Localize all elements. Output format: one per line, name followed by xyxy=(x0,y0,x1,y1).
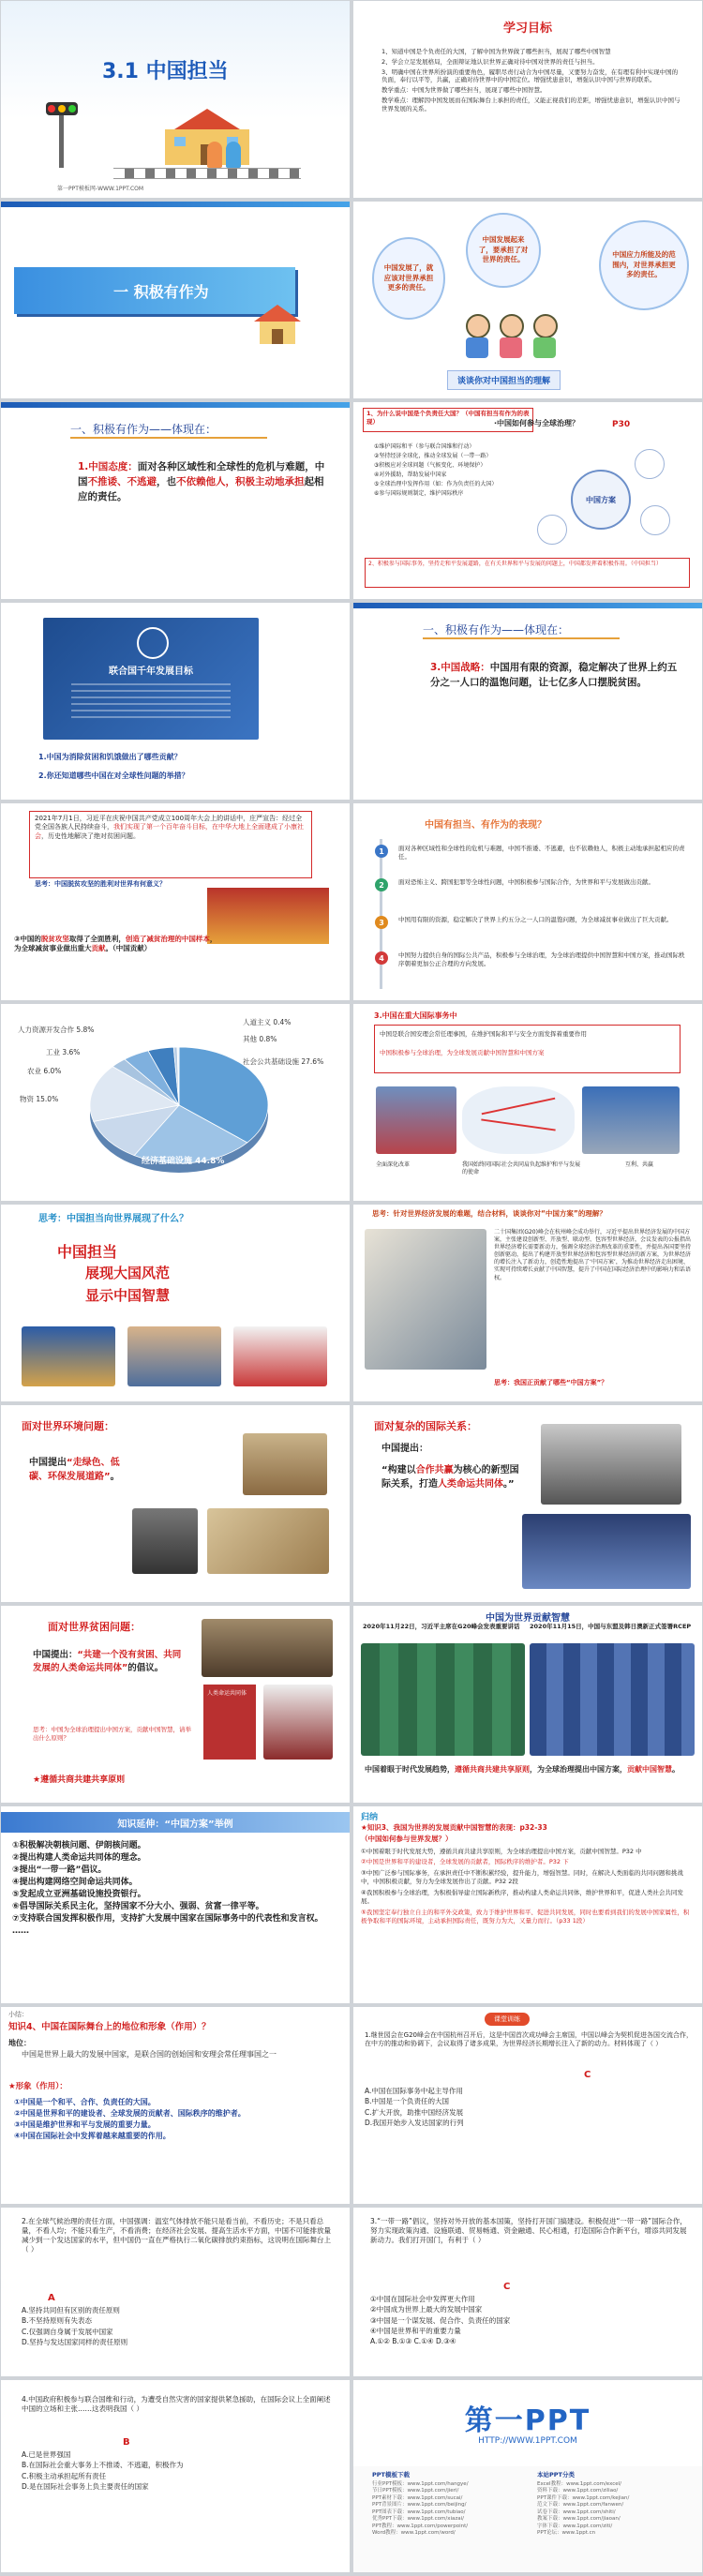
spoke-circle xyxy=(635,449,665,479)
summary-item: ②中国是世界和平的建设者，全球发展的贡献者，国际秩序的维护者。P32 下 xyxy=(361,1858,569,1866)
example-item: ⑦支持联合国发挥积极作用，支持扩大发展中国家在国际事务中的代表性和发言权。 xyxy=(12,1914,323,1925)
show-big-1: 中国担当 xyxy=(57,1243,118,1261)
poverty-world-question: 思考：中国为全球治理提出中国方案，贡献中国智慧，请举出什么原则？ xyxy=(33,1726,191,1742)
point-number: 3. xyxy=(430,662,441,673)
slide-attitude xyxy=(1,402,350,599)
traffic-pole xyxy=(59,115,64,168)
option-item: ②中国成为世界上最大的发展中国家 xyxy=(370,2305,483,2314)
show-photo xyxy=(22,1326,115,1386)
ad-link[interactable]: 优秀PPT下载：www.1ppt.com/xiazai/ xyxy=(372,2516,465,2523)
point-highlight: 不依赖他人，积极主动地承担 xyxy=(176,475,305,487)
status-body: 中国是世界上最大的发展中国家，是联合国的创始国和安理会常任理事国之一 xyxy=(22,2050,277,2059)
governance-item: ③积极应对全球问题（气候变化、环境保护） xyxy=(374,462,486,470)
manifest-item: 中国用有限的资源，稳定解决了世界上约五分之一人口的温饱问题，为全球减贫事业做出了巨大贡献。 xyxy=(398,916,673,923)
manifest-timeline xyxy=(380,839,382,989)
show-photo xyxy=(127,1326,221,1386)
show-title: 思考：中国担当向世界展现了什么？ xyxy=(38,1214,188,1224)
answer-highlight: 创造了减贫治理的中国样本 xyxy=(125,935,210,943)
note-text: 2、积极参与国际事务，坚持走和平发展道路，在有关世界和平与发展的问题上，中国都发挥着积极作用。（中国担当） xyxy=(368,561,662,567)
g20-body: 二十国集团(G20)峰会在杭州峰会成功举行，习近平提出世界经济发展的中国方案，主张建设创新型、开放型、联动型、包容型世界经济，会议发表的公报指出世界经济增长需要新动力，强调全球经济治理改革的重要性，并提出各国要坚持创新驱动，提出了构建开放型世界经济和包容型世界经济的新方案，为世界经济的增长注入了新动力，创造性地提出了‘中国方案’，为推动世界经济走出困境、实现可持续增长贡献了中国智慧，提升了中国在国际经济治理中的影响力和话语权。 xyxy=(494,1229,692,1281)
pie-label: 社会公共基础设施 27.6% xyxy=(243,1057,324,1066)
option-item: D.是在国际社会事务上负主要责任的国家 xyxy=(22,2481,149,2491)
exercise-answer: C xyxy=(584,2070,591,2080)
status-role: ★形象（作用）： xyxy=(8,2082,67,2091)
summary-title: 归纳 xyxy=(361,1813,379,1822)
poverty-photo xyxy=(263,1685,333,1760)
slide-strategy xyxy=(353,603,702,800)
mdg-question: 1.中国为消除贫困和饥饿做出了哪些贡献？ xyxy=(38,753,182,761)
ad-link[interactable]: 行业PPT模板：www.1ppt.com/hangye/ xyxy=(372,2481,469,2487)
rel-highlight: 人类命运共同体 xyxy=(438,1479,503,1490)
speech-highlight: 我们实现了第一个百年奋斗目标，在中华大地上全面建成了小康社会 xyxy=(35,823,304,840)
item-3-icon: 3 xyxy=(375,916,388,929)
ad-link[interactable]: Excel教程：www.1ppt.com/excel/ xyxy=(537,2481,622,2487)
exercise-question: 4.中国政府积极参与联合国维和行动，为遭受自然灾害的国家提供紧急援助，在国际会议上全面阐述中国的立场和主张……这表明我国（ ） xyxy=(22,2395,331,2414)
manifest-item: 中国努力提供自身的国际公共产品，积极参与全球治理，为全球治理提供中国智慧和中国方案，推动国际秩序朝着更加公正合理的方向发展。 xyxy=(398,951,685,967)
show-photo xyxy=(233,1326,327,1386)
exercise-question: 3.“一带一路”倡议，坚持对外开放的基本国策，坚持打开国门搞建设。积极促进“一带一路”国际合作，努力实现政策沟通、设施联通、贸易畅通、资金融通、民心相通，打造国际合作新平台，增添共同发展新动力。我们打开国门，有利于（ ） xyxy=(370,2217,687,2245)
ad-link[interactable]: 试卷下载：www.1ppt.com/shiti/ xyxy=(537,2509,616,2515)
attitude-body xyxy=(78,460,331,504)
summary-head: ★知识3、我国为世界的发展贡献中国智慧的表现：p32-33 xyxy=(361,1823,547,1832)
manifest-item: 面对各种区域性和全球性的危机与难题，中国不推诿、不逃避，也不依赖他人，积极主动地承担起相应的责任。 xyxy=(398,845,685,861)
discussion-banner: 谈谈你对中国担当的理解 xyxy=(447,370,561,390)
answer-part: 取得了全面胜利， xyxy=(68,935,126,943)
wisdom-caption: 2020年11月15日，中国与东盟及韩日澳新正式签署RCEP xyxy=(530,1623,692,1630)
point-highlight: 不推诿、不逃避 xyxy=(87,475,157,487)
option-item: B.在国际社会重大事务上不推诿、不逃避，积极作为 xyxy=(22,2461,184,2470)
slide-mdg xyxy=(1,603,350,800)
exercise-answer: A xyxy=(48,2293,55,2303)
option-item: C.积极主动承担起所有责任 xyxy=(22,2471,107,2480)
un-emblem-icon xyxy=(137,627,169,659)
exercise-badge: 课堂训练 xyxy=(485,2013,530,2026)
attitude-heading: 一、积极有作为——体现在： xyxy=(70,421,267,439)
pie-label: 农业 6.0% xyxy=(27,1067,62,1075)
governance-list xyxy=(374,443,533,501)
option-choices: A.①② B.①③ C.①④ D.③④ xyxy=(370,2337,456,2345)
pie-label: 人道主义 0.4% xyxy=(243,1018,292,1026)
pie-label: 人力资源开发合作 5.8% xyxy=(18,1026,95,1034)
option-item: C.仅强调自身属于发展中国家 xyxy=(22,2327,113,2336)
examples-list xyxy=(12,1840,340,1938)
status-list xyxy=(14,2097,342,2142)
answer-highlight: 脱贫攻坚 xyxy=(40,935,69,943)
slide-section-1 xyxy=(1,202,350,398)
option-item: ④中国是世界和平的重要力量 xyxy=(370,2326,461,2335)
relations-title: 面对复杂的国际关系： xyxy=(374,1420,477,1432)
pw-part: 中国提出： xyxy=(33,1650,78,1660)
summary-item: ③中国广泛参与国际事务，在承担责任中不断积累经验，提升能力，增强智慧。同时，在解决人类面临的共同问题和挑战中，中国积极贡献，努力为全球发展作出了贡献。P32 2段 xyxy=(361,1868,683,1886)
item-4-icon: 4 xyxy=(375,951,388,965)
status-sub: 地位： xyxy=(8,2039,31,2047)
g20-title: 思考：针对世界经济发展的难题，结合材料，谈谈你对“中国方案”的理解？ xyxy=(372,1209,606,1218)
section-title: 一 积极有作为 xyxy=(113,283,209,301)
ad-link[interactable]: 范文下载：www.1ppt.com/fanwen/ xyxy=(537,2502,624,2509)
exercise-options xyxy=(22,2305,331,2347)
mdg-photo xyxy=(43,618,259,740)
example-item: ②提出构建人类命运共同体的理念。 xyxy=(12,1853,146,1864)
ad-url[interactable]: HTTP://WWW.1PPT.COM xyxy=(478,2436,577,2446)
affairs-head: 3.中国在重大国际事务中 xyxy=(374,1011,457,1020)
summary-item: ①中国着眼于时代发展大势，遵循共商共建共享原则，为全球治理提出中国方案，贡献中国智慧。P32 中 xyxy=(361,1848,642,1855)
g20-question: 思考：我国正贡献了哪些“中国方案”？ xyxy=(494,1379,608,1386)
g20-cartoon xyxy=(365,1229,486,1370)
slide-relations xyxy=(353,1405,702,1602)
env-photo xyxy=(151,1433,235,1495)
wisdom-body xyxy=(365,1765,693,1775)
slide-exercise-4 xyxy=(1,2380,350,2572)
example-item: ③提出“一带一路”倡议。 xyxy=(12,1865,107,1876)
thought-cloud: 中国发展起来了，要承担了对世界的责任。 xyxy=(466,213,541,288)
book-title: 人类命运共同体 xyxy=(207,1690,247,1697)
slide-summary xyxy=(353,1806,702,2003)
env-photo xyxy=(207,1508,329,1574)
slide-poverty-world xyxy=(1,1606,350,1803)
exercise-answer: C xyxy=(503,2282,511,2292)
governance-item: ②坚持经济全球化，推动全球发展（一带一路） xyxy=(374,453,492,460)
ad-link[interactable]: PPT素材下载：www.1ppt.com/sucai/ xyxy=(372,2494,463,2501)
manifest-title: 中国有担当、有作为的表现？ xyxy=(425,820,546,831)
option-item: A.坚持共同但有区别的责任原则 xyxy=(22,2306,120,2314)
video-meeting-photo xyxy=(361,1643,525,1756)
slide-show-world xyxy=(1,1205,350,1401)
spoke-circle xyxy=(640,505,670,535)
exercise-question: 2.在全球气候治理的责任方面，中国强调：温室气体排放不能只是看当前，不看历史；不是只看总量，不看人均；不能只看生产，不看消费；在经济社会发展、提高生活水平方面，中国不可能排放量减少到一个发达国家的水平，但中国仍一直在严格执行二氧化碳排放约束指标，这说明在国际舞台上（ ） xyxy=(22,2217,331,2254)
ad-link[interactable]: 节日PPT模板：www.1ppt.com/jieri/ xyxy=(372,2488,459,2494)
point-lead: 中国态度： xyxy=(88,461,138,472)
option-item: D.我国开始步入发达国家的行列 xyxy=(365,2118,464,2127)
speech-part: 2021年7月1日，习近平在庆祝中国共产党成立100周年大会上的讲话中，庄严宣告：经过全党全国各族人民持续奋斗， xyxy=(35,815,303,831)
option-item: B.不坚持原则有失表态 xyxy=(22,2316,93,2326)
status-head: 知识4、中国在国际舞台上的地位和形象（作用）？ xyxy=(8,2022,211,2032)
objectives-list xyxy=(381,48,683,114)
example-item: ①积极解决朝核问题、伊朗核问题。 xyxy=(12,1841,146,1850)
item-2-icon: 2 xyxy=(375,878,388,891)
slide-governance xyxy=(353,402,702,599)
slide-aid-chart xyxy=(1,1004,350,1201)
ad-link[interactable]: 字体下载：www.1ppt.com/ziti/ xyxy=(537,2523,613,2529)
rel-part: 为核心的新型国际关系，打造 xyxy=(381,1465,519,1490)
traffic-light-icon xyxy=(46,102,78,115)
affairs-line: 中国积极参与全球治理，为全球发展贡献中国智慧和中国方案 xyxy=(380,1049,545,1056)
slide-manifestations xyxy=(353,803,702,1000)
answer-highlight: 贡献 xyxy=(91,944,106,953)
rel-part: “构建以 xyxy=(381,1465,416,1475)
pie-label: 物资 15.0% xyxy=(20,1095,59,1103)
option-item: D.坚持与发达国家同样的责任原则 xyxy=(22,2337,128,2346)
env-photo xyxy=(132,1508,198,1574)
summary-list xyxy=(361,1848,694,1927)
point-lead: 中国战略： xyxy=(441,662,490,673)
examples-title: 知识延伸：“中国方案”举例 xyxy=(117,1820,233,1830)
affairs-caption: 全面深化改革 xyxy=(376,1161,411,1168)
thought-cloud: 中国应力所能及的范围内，对世界承担更多的责任。 xyxy=(599,220,689,310)
point-text: ，也 xyxy=(157,475,176,487)
objective-item: 3、明确中国在世界所扮演的重要角色，履职尽责行动合为中国尽量，又要努力奋发，在有理有利中实现中国的负面，奉行以平等，共赢，正确对待世界中的中国定位。增强忧患意识，增强认识中国与世界的联系。 xyxy=(381,67,679,84)
objective-item: 教学难点：理解因中国发展而在国际舞台上承担的责任，又能正视我们的差距，增强忧患意识，增强认识中国与世界发展的关系。 xyxy=(381,96,681,112)
environment-body xyxy=(29,1456,132,1484)
objective-item: 1、知道中国是个负责任的大国，了解中国为世界做了哪些担当，展现了哪些中国智慧 xyxy=(381,48,611,55)
option-item: ①中国在国际社会中发挥更大作用 xyxy=(370,2295,475,2303)
relations-photo xyxy=(541,1424,681,1505)
ad-link-list xyxy=(372,2481,527,2537)
ad-link[interactable]: 资料下载：www.1ppt.com/ziliao/ xyxy=(537,2488,619,2494)
status-item: ①中国是一个和平、合作、负责任的大国。 xyxy=(14,2098,156,2106)
ad-link[interactable]: PPT论坛：www.1ppt.cn xyxy=(537,2529,596,2536)
wisdom-part: 中国着眼于时代发展趋势， xyxy=(365,1765,455,1774)
slide-ad xyxy=(353,2380,702,2572)
affairs-photo xyxy=(376,1086,456,1154)
question-text: 1、为什么说中国是个负责任大国？（中国有担当有作为的表现） xyxy=(366,410,530,426)
aid-pie-chart xyxy=(1,1004,350,1201)
example-item: ⑥倡导国际关系民主化，坚持国家不分大小、强弱、贫富一律平等。 xyxy=(12,1902,264,1912)
slide-exercise-2 xyxy=(1,2208,350,2376)
children-group-icon xyxy=(466,314,569,359)
env-part: 中国提出 xyxy=(29,1458,67,1468)
wisdom-highlight: 贡献中国智慧 xyxy=(627,1765,672,1774)
option-item: B.中国是一个负责任的大国 xyxy=(365,2097,450,2106)
relations-lead: 中国提出： xyxy=(381,1444,428,1454)
option-item: C.扩大开放，助推中国经济发展 xyxy=(365,2107,464,2117)
ad-link-list xyxy=(537,2481,692,2537)
exercise-options xyxy=(370,2294,689,2346)
option-item: A.中国在国际事务中起主导作用 xyxy=(365,2087,463,2095)
slide-exercise-1 xyxy=(353,2007,702,2204)
pie-label: 其他 0.8% xyxy=(243,1035,277,1043)
objectives-title: 学习目标 xyxy=(502,22,552,36)
status-small: 小结： xyxy=(8,2011,28,2018)
affairs-line: 中国是联合国安理会常任理事国，在维护国际和平与安全方面发挥着重要作用 xyxy=(380,1030,587,1038)
item-1-icon: 1 xyxy=(375,845,388,858)
poverty-answer xyxy=(14,935,220,953)
governance-item: ⑤全球治理中发挥作用（如：作为负责任的大国） xyxy=(374,481,498,488)
slide-footer: 第一PPT模板网-WWW.1PPT.COM xyxy=(57,186,144,192)
mdg-question: 2.你还知道哪些中国在对全球性问题的举措？ xyxy=(38,771,189,780)
affairs-caption: 我国始终同国际社会共同肩负起维护和平与发展的使命 xyxy=(462,1161,581,1176)
slide-title xyxy=(1,1,350,198)
affairs-caption: 互利、共赢 xyxy=(625,1161,654,1168)
thought-cloud: 中国发展了，就应该对世界承担更多的责任。 xyxy=(372,237,445,320)
mdg-banner: 联合国千年发展目标 xyxy=(109,666,193,677)
page-ref: P30 xyxy=(612,420,631,429)
house-icon xyxy=(254,305,301,347)
slide-objectives xyxy=(353,1,702,198)
status-item: ④中国在国际社会中发挥着越来越重要的作用。 xyxy=(14,2132,171,2140)
slide-title-heading: 3.1 中国担当 xyxy=(102,60,229,83)
rcep-photo xyxy=(530,1643,695,1756)
example-item: ⑤发起成立亚洲基础设施投资银行。 xyxy=(12,1890,146,1900)
children-figure-icon xyxy=(207,142,222,168)
summary-item: ⑤我国坚定奉行独立自主的和平外交政策，致力于维护世界和平、促进共同发展，同时也要看到我们的发展中国家属性，积极争取和平的国际环境，主动承担国际责任，既努力为大，又量力而行。（p33 1段） xyxy=(361,1908,690,1925)
speech-text xyxy=(35,815,307,841)
ad-col-title: 本站PPT分类 xyxy=(537,2471,575,2479)
env-highlight: “走绿色、低碳、环保发展道路” xyxy=(29,1458,120,1482)
speech-part: ，历史性地解决了绝对贫困问题。 xyxy=(41,831,140,840)
ad-link[interactable]: PPT背景图片：www.1ppt.com/beijing/ xyxy=(372,2502,467,2509)
objective-item: 2、学会立足发展格局，全面辩证地认识世界正确对待中国对世界的责任与担当。 xyxy=(381,57,599,66)
wisdom-caption: 2020年11月22日，习近平主席在G20峰会发表重要讲话 xyxy=(363,1623,520,1630)
slide-g20 xyxy=(353,1205,702,1401)
environment-title: 面对世界环境问题： xyxy=(22,1420,114,1432)
ad-logo: 第一PPT xyxy=(464,2404,591,2437)
world-map-graphic xyxy=(462,1086,575,1154)
env-photo xyxy=(243,1433,327,1495)
book-cover xyxy=(203,1685,256,1760)
strategy-heading: 一、积极有作为——体现在： xyxy=(423,622,620,639)
crosswalk-stripes xyxy=(113,168,301,179)
pw-highlight: “共建一个没有贫困、共同发展的人类命运共同体” xyxy=(33,1650,182,1674)
ad-link[interactable]: Word教程：www.1ppt.com/word/ xyxy=(372,2529,456,2536)
governance-item: ④对外援助，帮助发展中国家 xyxy=(374,472,447,479)
poverty-world-title: 面对世界贫困问题： xyxy=(48,1621,141,1633)
slide-wisdom xyxy=(353,1606,702,1803)
wisdom-part: 。 xyxy=(672,1765,680,1774)
hub-circle: 中国方案 xyxy=(571,470,631,530)
poverty-photo xyxy=(207,888,329,944)
ad-col-title: PPT模板下载 xyxy=(372,2471,410,2479)
spoke-circle xyxy=(537,515,567,545)
env-part: 。 xyxy=(110,1472,120,1482)
exercise-options xyxy=(22,2449,331,2492)
show-big-2: 展现大国风范 xyxy=(85,1265,171,1281)
affairs-photo xyxy=(582,1086,680,1154)
slide-environment xyxy=(1,1405,350,1602)
option-item: A.已是世界强国 xyxy=(22,2450,71,2459)
point-number: 1. xyxy=(78,461,89,472)
summary-sub: （中国如何参与世界发展？） xyxy=(361,1835,453,1843)
question-sub: ·中国如何参与全球治理？ xyxy=(494,419,580,427)
manifest-item: 面对恐怖主义、跨国犯罪等全球性问题，中国积极参与国际合作，为世界和平与发展做出贡献。 xyxy=(398,878,654,886)
relations-body xyxy=(381,1463,522,1491)
answer-part: 。（中国贡献） xyxy=(105,944,152,953)
slide-poverty xyxy=(1,803,350,1000)
rel-highlight: 合作共赢 xyxy=(415,1465,454,1475)
poverty-question: 思考：中国脱贫攻坚的胜利对世界有何意义？ xyxy=(35,880,166,888)
pie-label: 工业 3.6% xyxy=(46,1048,81,1056)
point-text: 中国用有限的资源，稳定解决了世界上约五分之一人口的温饱问题，让七亿多人口摆脱贫困。 xyxy=(430,662,678,688)
point-text: 起相应的责任。 xyxy=(78,475,324,502)
pw-part: 的倡议。 xyxy=(127,1663,164,1674)
strategy-body xyxy=(430,661,683,691)
answer-part: ③中国的 xyxy=(14,935,41,943)
ad-link[interactable]: PPT教程：www.1ppt.com/powerpoint/ xyxy=(372,2523,469,2529)
ad-link[interactable]: 教案下载：www.1ppt.com/jiaoan/ xyxy=(537,2516,621,2523)
ad-link[interactable]: PPT课件下载：www.1ppt.com/kejian/ xyxy=(537,2494,630,2501)
poverty-world-answer: ★遵循共商共建共享原则 xyxy=(33,1775,126,1785)
poverty-photo xyxy=(202,1619,333,1677)
slide-exercise-3 xyxy=(353,2208,702,2376)
objective-item: 教学重点：中国为世界做了哪些担当，展现了哪些中国智慧。 xyxy=(381,86,546,95)
exercise-answer: B xyxy=(123,2437,130,2448)
governance-item: ①维护国际和平（参与联合国维和行动） xyxy=(374,443,475,450)
summary-item: ④我国积极参与全球治理，为积极倡导建立国际新秩序，推动构建人类命运共同体，维护世界和平，促进人类社会共同发展。 xyxy=(361,1888,683,1906)
poverty-world-body xyxy=(33,1649,187,1676)
example-item: ④提出构建网络空间命运共同体。 xyxy=(12,1878,138,1888)
show-big-3: 显示中国智慧 xyxy=(85,1287,171,1304)
status-item: ②中国是世界和平的建设者、全球发展的贡献者、国际秩序的维护者。 xyxy=(14,2109,246,2118)
example-item: …… xyxy=(12,1926,29,1937)
ad-link[interactable]: PPT图表下载：www.1ppt.com/tubiao/ xyxy=(372,2509,466,2515)
slide-discussion xyxy=(353,202,702,398)
slide-affairs xyxy=(353,1004,702,1201)
point-text: 面对各种区域性和全球性的危机与难题，中国 xyxy=(78,461,325,487)
governance-item: ⑥参与国际规则制定，维护国际秩序 xyxy=(374,490,464,498)
pie-label: 经济基础设施 44.8% xyxy=(142,1157,225,1166)
answer-part: ，为全球减贫事业做出重大 xyxy=(14,935,217,953)
slide-status xyxy=(1,2007,350,2204)
wisdom-title: 中国为世界贡献智慧 xyxy=(486,1613,570,1624)
option-item: ③中国是一个谋发展、促合作、负责任的国家 xyxy=(370,2315,511,2325)
status-item: ③中国是维护世界和平与发展的重要力量。 xyxy=(14,2120,156,2129)
rel-part: 。” xyxy=(503,1479,515,1490)
relations-photo xyxy=(522,1514,691,1589)
wisdom-part: ，为全球治理提出中国方案， xyxy=(530,1765,627,1774)
slide-examples xyxy=(1,1806,350,2003)
exercise-options xyxy=(365,2086,693,2128)
children-figure-icon xyxy=(226,142,241,168)
wisdom-highlight: 遵循共商共建共享原则 xyxy=(455,1765,530,1774)
exercise-question: 1.继世园会在G20峰会在中国杭州召开后，这是中国首次成功峰会主席国，中国以峰会为契机促进各国交流合作，在中方的推动和协调下，会议取得了诸多成果，为世界经济长期增长注入了新的动力。材料体现了（ ） xyxy=(365,2031,694,2048)
